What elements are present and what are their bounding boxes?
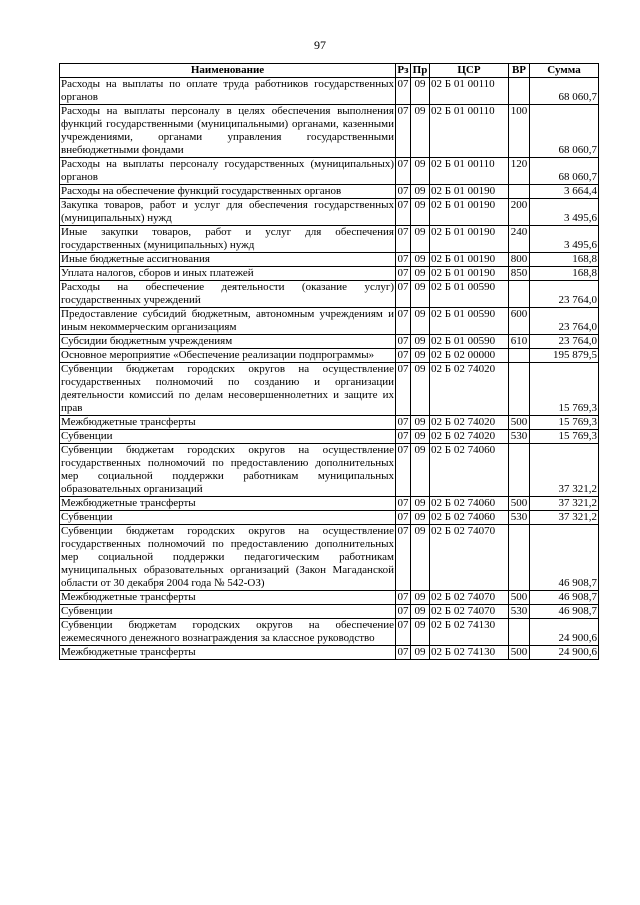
cell-name: Субвенции bbox=[60, 605, 396, 619]
table-row bbox=[60, 619, 599, 646]
cell-rz: 07 bbox=[397, 511, 409, 523]
cell-pr: 09 bbox=[411, 308, 430, 335]
cell-sum: 195 879,5 bbox=[530, 349, 599, 363]
cell-pr: 09 bbox=[411, 605, 430, 619]
cell-pr: 09 bbox=[411, 267, 430, 281]
cell-rz: 07 bbox=[397, 591, 409, 603]
table-row bbox=[60, 185, 599, 199]
cell-vr bbox=[509, 363, 530, 416]
cell-sum: 46 908,7 bbox=[530, 525, 599, 591]
cell-sum: 68 060,7 bbox=[530, 105, 599, 158]
cell-name: Основное мероприятие «Обеспечение реализации подпрограммы» bbox=[60, 349, 396, 363]
cell-name: Субвенции бюджетам городских округов на осуществление государственных полномочий по созданию и организации деятельности комиссий по делам несовершеннолетних и защите их прав bbox=[61, 363, 394, 414]
header-rz: Рз bbox=[397, 64, 409, 76]
cell-csr: 02 Б 02 74130 bbox=[430, 646, 509, 660]
cell-csr: 02 Б 01 00190 bbox=[430, 253, 509, 267]
cell-vr bbox=[509, 619, 530, 646]
cell-rz: 07 bbox=[397, 185, 409, 197]
cell-csr: 02 Б 01 00110 bbox=[430, 158, 509, 185]
cell-sum: 3 495,6 bbox=[530, 199, 599, 226]
table-row bbox=[60, 105, 599, 158]
cell-pr: 09 bbox=[411, 281, 430, 308]
table-body bbox=[60, 78, 599, 660]
table-row bbox=[60, 646, 599, 660]
cell-csr: 02 Б 01 00190 bbox=[430, 226, 509, 253]
cell-rz: 07 bbox=[396, 105, 411, 158]
cell-rz: 07 bbox=[396, 158, 411, 185]
table-row bbox=[60, 363, 599, 416]
cell-pr: 09 bbox=[411, 646, 430, 660]
cell-csr: 02 Б 01 00110 bbox=[430, 78, 509, 105]
page-number: 97 bbox=[314, 38, 326, 52]
cell-pr: 09 bbox=[411, 226, 430, 253]
cell-name: Субсидии бюджетным учреждениям bbox=[60, 335, 396, 349]
cell-sum: 15 769,3 bbox=[530, 363, 599, 416]
cell-sum: 3 495,6 bbox=[530, 226, 599, 253]
cell-vr bbox=[509, 444, 530, 497]
cell-pr: 09 bbox=[411, 525, 430, 591]
cell-name: Расходы на выплаты по оплате труда работников государственных органов bbox=[61, 78, 394, 103]
cell-vr: 610 bbox=[509, 335, 530, 349]
cell-sum: 15 769,3 bbox=[530, 416, 599, 430]
cell-vr: 600 bbox=[509, 308, 530, 335]
cell-name: Субвенции бюджетам городских округов на осуществление государственных полномочий по предоставлению дополнительных мер социальной поддержки работникам муниципальных образовательных организаций bbox=[61, 444, 394, 495]
cell-csr: 02 Б 02 74070 bbox=[430, 591, 509, 605]
cell-sum: 46 908,7 bbox=[530, 591, 599, 605]
cell-vr: 530 bbox=[509, 605, 530, 619]
cell-name: Субвенции bbox=[60, 430, 396, 444]
cell-name: Расходы на выплаты персоналу государственных (муниципальных) органов bbox=[61, 158, 394, 183]
cell-name: Расходы на выплаты персоналу в целях обеспечения выполнения функций государственными (муниципальными) органами, казенными учреждениями, органами управления государственными внебюджетными фондами bbox=[61, 105, 394, 156]
cell-vr: 100 bbox=[509, 105, 530, 158]
cell-rz: 07 bbox=[396, 226, 411, 253]
table-row bbox=[60, 430, 599, 444]
cell-pr: 09 bbox=[411, 416, 430, 430]
cell-rz: 07 bbox=[397, 430, 409, 442]
cell-rz: 07 bbox=[396, 444, 411, 497]
cell-sum: 23 764,0 bbox=[530, 308, 599, 335]
cell-rz: 07 bbox=[397, 349, 409, 361]
table-row bbox=[60, 525, 599, 591]
cell-csr: 02 Б 02 74070 bbox=[430, 525, 509, 591]
cell-sum: 24 900,6 bbox=[530, 646, 599, 660]
cell-name: Субвенции бюджетам городских округов на осуществление государственных полномочий по предоставлению дополнительных мер социальной поддержки педагогическим работникам муниципальных образовательных организаций (Закон Магаданской области от 30 декабря 2004 года № 542-ОЗ) bbox=[61, 525, 394, 589]
table-row bbox=[60, 226, 599, 253]
table-row bbox=[60, 281, 599, 308]
cell-rz: 07 bbox=[396, 199, 411, 226]
cell-pr: 09 bbox=[411, 363, 430, 416]
cell-name: Предоставление субсидий бюджетным, автономным учреждениям и иным некоммерческим организациям bbox=[61, 308, 394, 333]
cell-vr: 200 bbox=[509, 199, 530, 226]
cell-rz: 07 bbox=[397, 646, 409, 658]
cell-name: Расходы на обеспечение деятельности (оказание услуг) государственных учреждений bbox=[61, 281, 394, 306]
cell-vr: 120 bbox=[509, 158, 530, 185]
cell-rz: 07 bbox=[397, 497, 409, 509]
cell-name: Межбюджетные трансферты bbox=[60, 646, 396, 660]
cell-rz: 07 bbox=[396, 78, 411, 105]
cell-name: Расходы на обеспечение функций государственных органов bbox=[60, 185, 396, 199]
table-header-row bbox=[60, 64, 599, 78]
cell-name: Иные бюджетные ассигнования bbox=[60, 253, 396, 267]
cell-vr: 500 bbox=[509, 646, 530, 660]
cell-pr: 09 bbox=[411, 158, 430, 185]
table-row bbox=[60, 199, 599, 226]
cell-csr: 02 Б 02 74060 bbox=[430, 497, 509, 511]
table-row bbox=[60, 253, 599, 267]
cell-csr: 02 Б 02 74060 bbox=[430, 444, 509, 497]
cell-csr: 02 Б 01 00190 bbox=[430, 199, 509, 226]
header-name: Наименование bbox=[60, 64, 396, 78]
cell-name: Межбюджетные трансферты bbox=[60, 416, 396, 430]
cell-pr: 09 bbox=[411, 497, 430, 511]
header-vr: ВР bbox=[509, 64, 530, 78]
cell-sum: 24 900,6 bbox=[530, 619, 599, 646]
cell-sum: 23 764,0 bbox=[530, 281, 599, 308]
cell-sum: 68 060,7 bbox=[530, 158, 599, 185]
cell-rz: 07 bbox=[397, 335, 409, 347]
cell-csr: 02 Б 02 74020 bbox=[430, 363, 509, 416]
table-row bbox=[60, 605, 599, 619]
cell-vr: 500 bbox=[509, 591, 530, 605]
cell-rz: 07 bbox=[396, 281, 411, 308]
cell-name: Закупка товаров, работ и услуг для обеспечения государственных (муниципальных) нужд bbox=[61, 199, 394, 224]
cell-rz: 07 bbox=[396, 525, 411, 591]
table-row bbox=[60, 267, 599, 281]
cell-pr: 09 bbox=[411, 185, 430, 199]
cell-sum: 46 908,7 bbox=[530, 605, 599, 619]
cell-csr: 02 Б 02 00000 bbox=[430, 349, 509, 363]
table-row bbox=[60, 349, 599, 363]
cell-sum: 3 664,4 bbox=[530, 185, 599, 199]
cell-vr bbox=[509, 281, 530, 308]
table-row bbox=[60, 78, 599, 105]
cell-name: Иные закупки товаров, работ и услуг для обеспечения государственных (муниципальных) нужд bbox=[61, 226, 394, 251]
table-row bbox=[60, 416, 599, 430]
cell-csr: 02 Б 01 00590 bbox=[430, 308, 509, 335]
table-row bbox=[60, 335, 599, 349]
cell-name: Субвенции bbox=[60, 511, 396, 525]
cell-sum: 23 764,0 bbox=[530, 335, 599, 349]
header-pr: Пр bbox=[411, 64, 430, 78]
cell-vr bbox=[509, 185, 530, 199]
cell-pr: 09 bbox=[411, 78, 430, 105]
cell-csr: 02 Б 02 74060 bbox=[430, 511, 509, 525]
cell-csr: 02 Б 01 00190 bbox=[430, 267, 509, 281]
cell-name: Субвенции бюджетам городских округов на обеспечение ежемесячного денежного вознаграждения за классное руководство bbox=[61, 619, 394, 644]
cell-pr: 09 bbox=[411, 335, 430, 349]
cell-rz: 07 bbox=[396, 363, 411, 416]
cell-pr: 09 bbox=[411, 199, 430, 226]
cell-sum: 37 321,2 bbox=[530, 444, 599, 497]
header-csr: ЦСР bbox=[430, 64, 509, 78]
cell-name: Межбюджетные трансферты bbox=[60, 497, 396, 511]
cell-csr: 02 Б 01 00110 bbox=[430, 105, 509, 158]
cell-rz: 07 bbox=[396, 619, 411, 646]
cell-vr: 500 bbox=[509, 497, 530, 511]
cell-vr bbox=[509, 78, 530, 105]
cell-csr: 02 Б 02 74020 bbox=[430, 416, 509, 430]
table-row bbox=[60, 511, 599, 525]
cell-csr: 02 Б 01 00190 bbox=[430, 185, 509, 199]
cell-rz: 07 bbox=[397, 416, 409, 428]
cell-pr: 09 bbox=[411, 349, 430, 363]
table-row bbox=[60, 158, 599, 185]
cell-csr: 02 Б 02 74020 bbox=[430, 430, 509, 444]
cell-vr: 240 bbox=[509, 226, 530, 253]
cell-sum: 37 321,2 bbox=[530, 511, 599, 525]
cell-rz: 07 bbox=[397, 253, 409, 265]
cell-pr: 09 bbox=[411, 253, 430, 267]
header-sum: Сумма bbox=[530, 64, 599, 78]
cell-pr: 09 bbox=[411, 511, 430, 525]
cell-vr: 500 bbox=[509, 416, 530, 430]
cell-name: Межбюджетные трансферты bbox=[60, 591, 396, 605]
cell-csr: 02 Б 01 00590 bbox=[430, 281, 509, 308]
cell-rz: 07 bbox=[396, 308, 411, 335]
cell-sum: 37 321,2 bbox=[530, 497, 599, 511]
cell-vr: 850 bbox=[509, 267, 530, 281]
cell-vr: 530 bbox=[509, 430, 530, 444]
cell-pr: 09 bbox=[411, 105, 430, 158]
cell-sum: 168,8 bbox=[530, 267, 599, 281]
table-row bbox=[60, 591, 599, 605]
table-row bbox=[60, 497, 599, 511]
cell-pr: 09 bbox=[411, 430, 430, 444]
budget-table bbox=[59, 63, 599, 660]
cell-pr: 09 bbox=[411, 619, 430, 646]
cell-pr: 09 bbox=[411, 591, 430, 605]
cell-vr: 530 bbox=[509, 511, 530, 525]
table-row bbox=[60, 444, 599, 497]
cell-vr bbox=[509, 525, 530, 591]
cell-vr: 800 bbox=[509, 253, 530, 267]
cell-pr: 09 bbox=[411, 444, 430, 497]
cell-csr: 02 Б 02 74070 bbox=[430, 605, 509, 619]
cell-rz: 07 bbox=[397, 267, 409, 279]
cell-name: Уплата налогов, сборов и иных платежей bbox=[60, 267, 396, 281]
cell-sum: 168,8 bbox=[530, 253, 599, 267]
table-row bbox=[60, 308, 599, 335]
cell-vr bbox=[509, 349, 530, 363]
cell-csr: 02 Б 02 74130 bbox=[430, 619, 509, 646]
cell-sum: 15 769,3 bbox=[530, 430, 599, 444]
cell-rz: 07 bbox=[397, 605, 409, 617]
cell-sum: 68 060,7 bbox=[530, 78, 599, 105]
cell-csr: 02 Б 01 00590 bbox=[430, 335, 509, 349]
